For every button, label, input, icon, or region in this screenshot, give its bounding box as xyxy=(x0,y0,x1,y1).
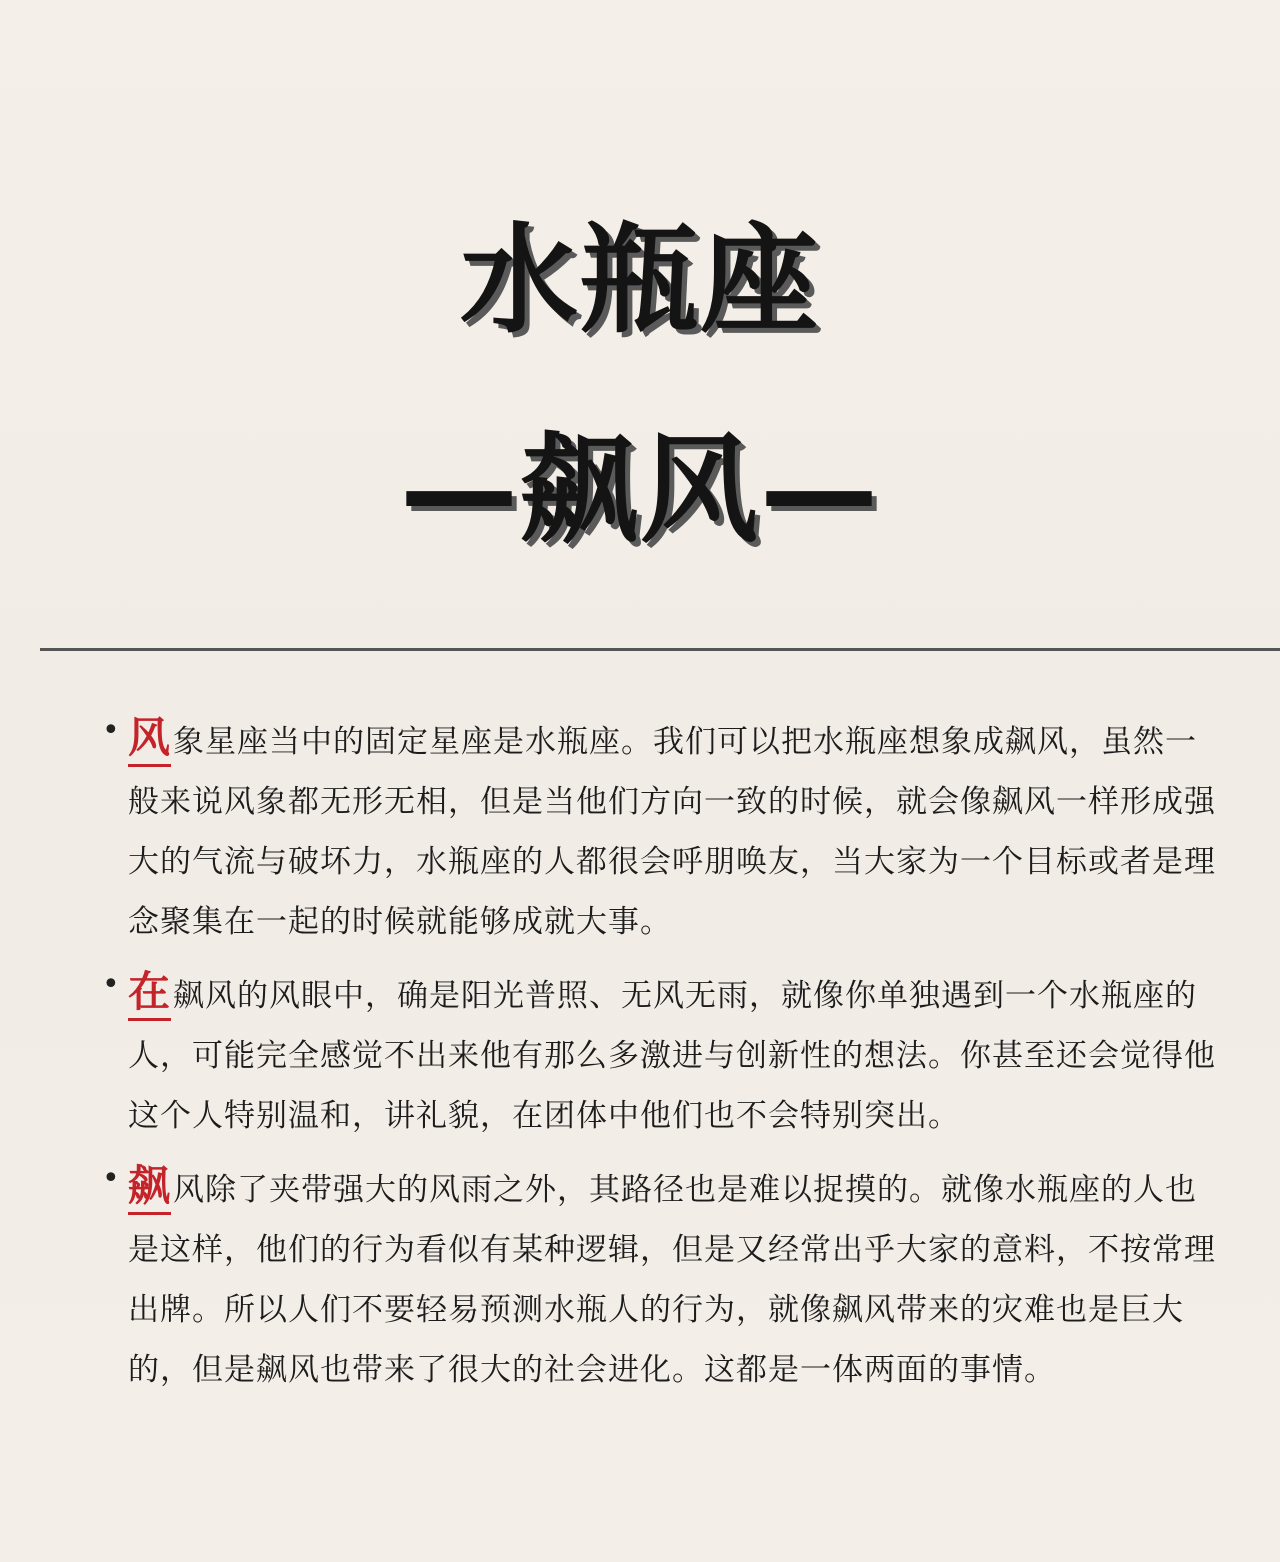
content-body xyxy=(0,712,1280,1400)
lead-character: 风 xyxy=(128,712,171,767)
paragraph-text: 风除了夹带强大的风雨之外，其路径也是难以捉摸的。就像水瓶座的人也是这样，他们的行为看似有某种逻辑，但是又经常出乎大家的意料，不按常理出牌。所以人们不要轻易预测水瓶人的行为，就像飙风带来的灾难也是巨大的，但是飙风也带来了很大的社会进化。这都是一体两面的事情。 xyxy=(128,1172,1216,1388)
divider xyxy=(40,648,1280,651)
paragraph-text: 飙风的风眼中，确是阳光普照、无风无雨，就像你单独遇到一个水瓶座的人，可能完全感觉不出来他有那么多激进与创新性的想法。你甚至还会觉得他这个人特别温和，讲礼貌，在团体中他们也不会特别突出。 xyxy=(128,978,1216,1134)
lead-character: 飙 xyxy=(128,1160,171,1215)
paragraph-1 xyxy=(102,712,1228,952)
paragraph-text: 象星座当中的固定星座是水瓶座。我们可以把水瓶座想象成飙风，虽然一般来说风象都无形无相，但是当他们方向一致的时候，就会像飙风一样形成强大的气流与破坏力，水瓶座的人都很会呼朋唤友，当大家为一个目标或者是理念聚集在一起的时候就能够成就大事。 xyxy=(128,724,1216,940)
lead-character: 在 xyxy=(128,966,171,1021)
bullet-icon: • xyxy=(102,967,121,1002)
page-title: 水瓶座 xyxy=(459,211,820,349)
paragraph-3 xyxy=(102,1160,1228,1400)
bullet-icon: • xyxy=(102,713,121,748)
paragraph-2 xyxy=(102,966,1228,1146)
page-subtitle: —飙风— xyxy=(399,421,880,559)
bullet-icon: • xyxy=(102,1161,121,1196)
